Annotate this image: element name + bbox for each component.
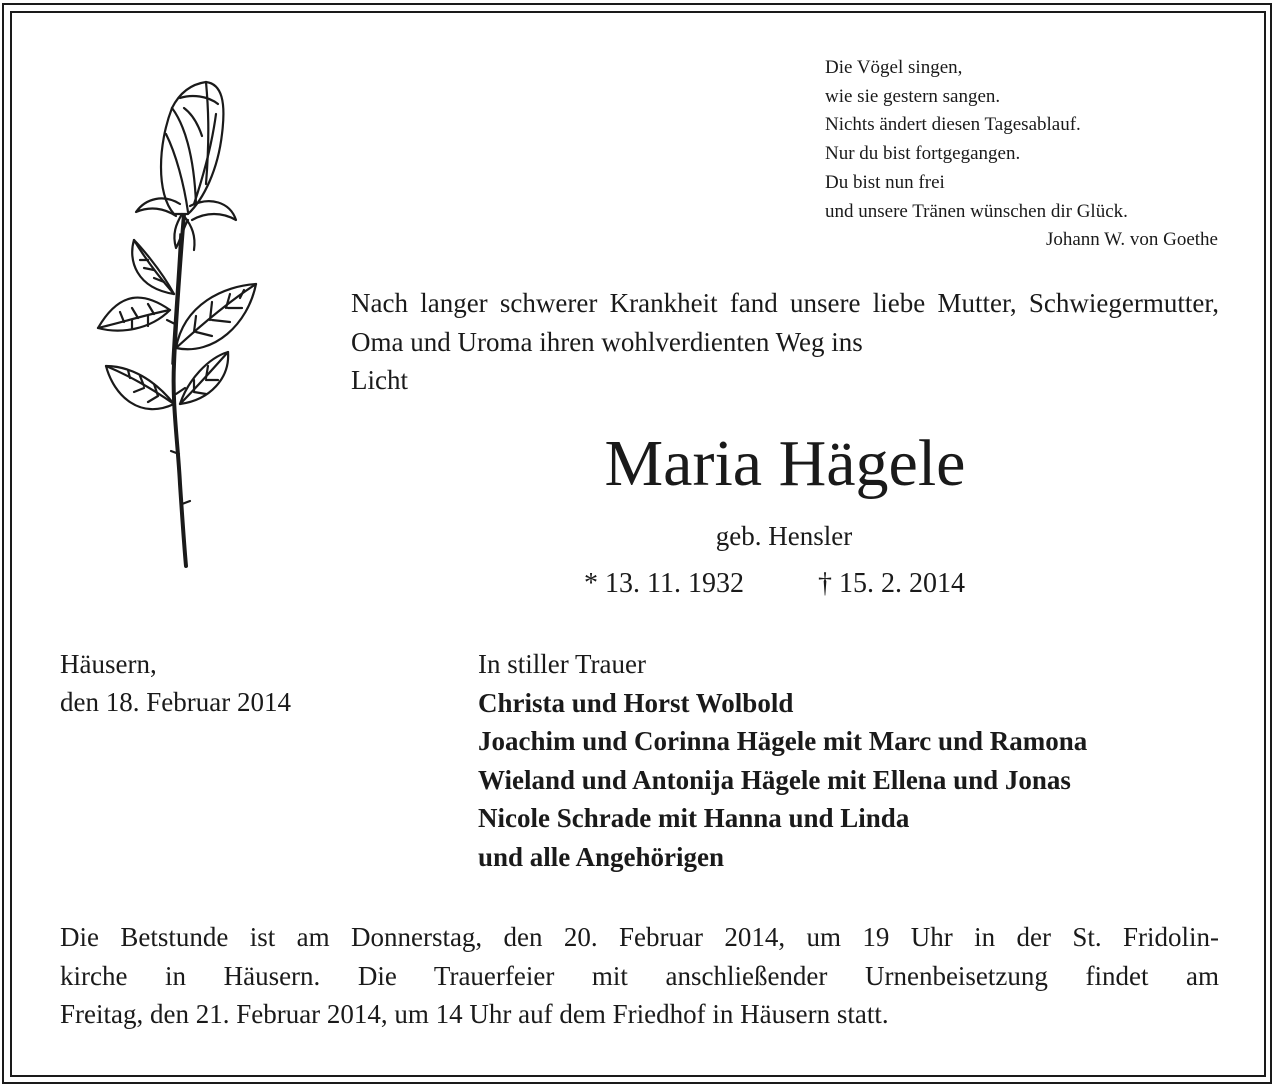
birth-date: * 13. 11. 1932 (584, 568, 744, 599)
service-info (60, 918, 1219, 1034)
intro-text-last: Licht (351, 365, 408, 395)
mourner-line: Joachim und Corinna Hägele mit Marc und Ramona (478, 726, 1088, 757)
service-info-line: Die Betstunde ist am Donnerstag, den 20. Februar 2014, um 19 Uhr in der St. Fridolin- (60, 922, 1219, 952)
service-info-line: kirche in Häusern. Die Trauerfeier mit anschließender Urnenbeisetzung findet am (60, 960, 1219, 991)
mourners (478, 645, 1238, 877)
mourners-lead: In stiller Trauer (478, 649, 646, 679)
poem-line: und unsere Tränen wünschen dir Glück. (825, 200, 1128, 222)
poem-line: Die Vögel singen, (825, 57, 963, 78)
poem (825, 54, 1218, 255)
mourner-line: Christa und Horst Wolbold (478, 687, 794, 718)
mourner-line: Nicole Schrade mit Hanna und Linda (478, 803, 910, 834)
intro-text: Nach langer schwerer Krankheit fand unsere liebe Mutter, Schwiegermutter, Oma und Uroma ihren wohlverdienten Weg ins (351, 288, 1219, 357)
service-info-line: Freitag, den 21. Februar 2014, um 14 Uhr auf dem Friedhof in Häusern statt. (60, 999, 889, 1029)
place-date: den 18. Februar 2014 (60, 687, 291, 717)
poem-line: Nur du bist fortgegangen. (825, 143, 1021, 165)
place-town: Häusern, (60, 649, 157, 679)
poem-line: Nichts ändert diesen Tagesablauf. (825, 114, 1081, 136)
maiden-name: geb. Hensler (715, 521, 853, 551)
rose-icon (84, 74, 274, 574)
place-and-date (60, 645, 291, 721)
death-date: † 15. 2. 2014 (818, 568, 965, 599)
deceased-name: Maria Hägele (604, 427, 966, 500)
mourner-line: und alle Angehörigen (478, 841, 725, 872)
poem-line: wie sie gestern sangen. (825, 85, 1001, 107)
poem-author: Johann W. von Goethe (1045, 229, 1218, 251)
mourner-line: Wieland und Antonija Hägele mit Ellena und Jonas (478, 764, 1071, 795)
poem-line: Du bist nun frei (825, 171, 945, 193)
intro-paragraph (351, 284, 1219, 400)
